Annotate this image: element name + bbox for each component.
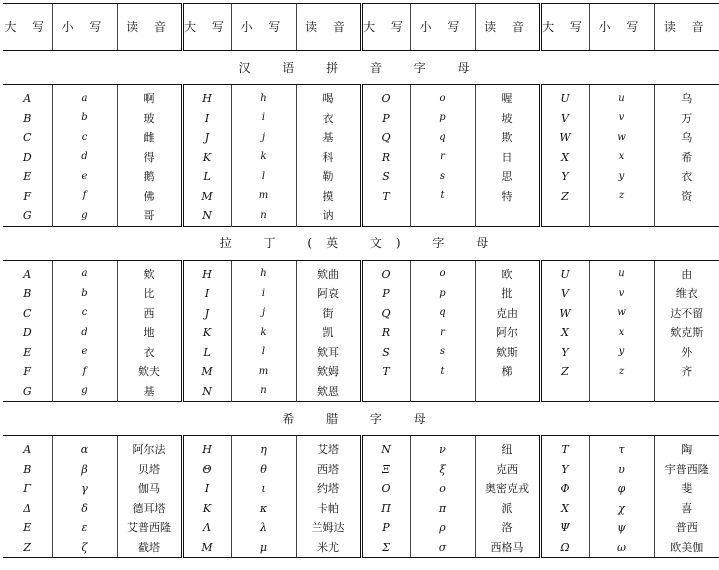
- header-row: [3, 4, 719, 51]
- lowercase-cell: f: [52, 362, 117, 382]
- alphabet-table-page: [0, 3, 710, 570]
- pronunciation-cell: 西格马: [475, 538, 540, 558]
- pronunciation-cell: [475, 382, 540, 402]
- table-row: [3, 85, 719, 109]
- pronunciation-cell: 欸曲: [296, 260, 361, 284]
- pronunciation-cell: 乌: [654, 128, 719, 148]
- pronunciation-cell: 伽马: [117, 479, 182, 499]
- lowercase-cell: υ: [589, 460, 654, 480]
- lowercase-cell: s: [410, 343, 475, 363]
- uppercase-cell: U: [540, 85, 589, 109]
- uppercase-cell: C: [23, 131, 32, 145]
- pronunciation-cell: 梯: [475, 362, 540, 382]
- lowercase-cell: o: [410, 479, 475, 499]
- uppercase-cell: Q: [361, 128, 410, 148]
- lowercase-cell: m: [231, 187, 296, 207]
- lowercase-cell: u: [589, 85, 654, 109]
- pronunciation-cell: 卡帕: [296, 499, 361, 519]
- pronunciation-cell: 西塔: [296, 460, 361, 480]
- uppercase-cell: Φ: [540, 479, 589, 499]
- lowercase-cell: η: [231, 436, 296, 460]
- uppercase-cell: N: [361, 436, 410, 460]
- uppercase-cell: U: [540, 260, 589, 284]
- table-row: [3, 323, 719, 343]
- uppercase-cell: K: [182, 323, 231, 343]
- pronunciation-cell: 地: [117, 323, 182, 343]
- uppercase-cell: X: [540, 148, 589, 168]
- uppercase-cell: Σ: [361, 538, 410, 558]
- pronunciation-cell: 勒: [296, 167, 361, 187]
- pronunciation-cell: 基: [296, 128, 361, 148]
- uppercase-cell: R: [361, 148, 410, 168]
- uppercase-cell: K: [182, 148, 231, 168]
- lowercase-cell: x: [589, 148, 654, 168]
- uppercase-cell: A: [23, 267, 32, 281]
- lowercase-cell: θ: [231, 460, 296, 480]
- column-header: 大 写: [182, 4, 231, 51]
- pronunciation-cell: 鹅: [117, 167, 182, 187]
- uppercase-cell: T: [361, 187, 410, 207]
- uppercase-cell: Q: [361, 304, 410, 324]
- uppercase-cell: H: [182, 436, 231, 460]
- pronunciation-cell: 喝: [296, 85, 361, 109]
- uppercase-cell: X: [540, 499, 589, 519]
- pronunciation-cell: 啊: [117, 85, 182, 109]
- table-row: [3, 479, 719, 499]
- lowercase-cell: p: [410, 109, 475, 129]
- uppercase-cell: D: [22, 326, 32, 340]
- lowercase-cell: δ: [52, 499, 117, 519]
- uppercase-cell: Y: [540, 167, 589, 187]
- pronunciation-cell: 欸: [117, 260, 182, 284]
- uppercase-cell: Λ: [182, 518, 231, 538]
- pronunciation-cell: [654, 206, 719, 226]
- lowercase-cell: v: [589, 284, 654, 304]
- lowercase-cell: α: [52, 436, 117, 460]
- lowercase-cell: w: [589, 128, 654, 148]
- pronunciation-cell: 由: [654, 260, 719, 284]
- uppercase-cell: M: [182, 362, 231, 382]
- uppercase-cell: [361, 206, 410, 226]
- pronunciation-cell: 贝塔: [117, 460, 182, 480]
- uppercase-cell: M: [182, 538, 231, 558]
- table-row: [3, 362, 719, 382]
- table-row: [3, 343, 719, 363]
- pronunciation-cell: 截塔: [117, 538, 182, 558]
- lowercase-cell: τ: [589, 436, 654, 460]
- pronunciation-cell: 欸克斯: [654, 323, 719, 343]
- uppercase-cell: J: [182, 304, 231, 324]
- uppercase-cell: L: [182, 167, 231, 187]
- lowercase-cell: z: [589, 362, 654, 382]
- lowercase-cell: c: [52, 304, 117, 324]
- pronunciation-cell: 克由: [475, 304, 540, 324]
- uppercase-cell: Π: [361, 499, 410, 519]
- pronunciation-cell: 摸: [296, 187, 361, 207]
- uppercase-cell: T: [540, 436, 589, 460]
- table-row: [3, 436, 719, 460]
- lowercase-cell: v: [589, 109, 654, 129]
- pronunciation-cell: 希: [654, 148, 719, 168]
- section-title: 希 腊 字 母: [3, 402, 719, 436]
- lowercase-cell: c: [52, 128, 117, 148]
- lowercase-cell: π: [410, 499, 475, 519]
- pronunciation-cell: 纽: [475, 436, 540, 460]
- uppercase-cell: M: [182, 187, 231, 207]
- lowercase-cell: ξ: [410, 460, 475, 480]
- lowercase-cell: y: [589, 167, 654, 187]
- uppercase-cell: E: [23, 170, 32, 184]
- column-header: 小 写: [589, 4, 654, 51]
- uppercase-cell: [540, 382, 589, 402]
- lowercase-cell: γ: [52, 479, 117, 499]
- table-body: [3, 51, 719, 558]
- pronunciation-cell: 坡: [475, 109, 540, 129]
- pronunciation-cell: 雌: [117, 128, 182, 148]
- lowercase-cell: b: [52, 284, 117, 304]
- alphabet-table: [3, 3, 719, 558]
- lowercase-cell: g: [52, 206, 117, 226]
- uppercase-cell: C: [23, 306, 32, 320]
- column-header: 大 写: [361, 4, 410, 51]
- pronunciation-cell: 米尤: [296, 538, 361, 558]
- uppercase-cell: E: [23, 345, 32, 359]
- lowercase-cell: k: [231, 148, 296, 168]
- lowercase-cell: m: [231, 362, 296, 382]
- lowercase-cell: i: [231, 284, 296, 304]
- lowercase-cell: ε: [52, 518, 117, 538]
- section-title: 汉 语 拼 音 字 母: [3, 51, 719, 85]
- pronunciation-cell: 欺: [475, 128, 540, 148]
- uppercase-cell: A: [23, 443, 32, 457]
- pronunciation-cell: 德耳塔: [117, 499, 182, 519]
- column-header: 大 写: [540, 4, 589, 51]
- uppercase-cell: [361, 382, 410, 402]
- uppercase-cell: D: [22, 150, 32, 164]
- uppercase-cell: F: [23, 365, 32, 379]
- lowercase-cell: n: [231, 382, 296, 402]
- pronunciation-cell: 欸耳: [296, 343, 361, 363]
- table-row: [3, 460, 719, 480]
- pronunciation-cell: 洛: [475, 518, 540, 538]
- lowercase-cell: t: [410, 362, 475, 382]
- lowercase-cell: [589, 206, 654, 226]
- uppercase-cell: B: [23, 287, 32, 301]
- lowercase-cell: h: [231, 85, 296, 109]
- pronunciation-cell: 克西: [475, 460, 540, 480]
- lowercase-cell: [410, 206, 475, 226]
- uppercase-cell: P: [361, 518, 410, 538]
- uppercase-cell: Υ: [540, 460, 589, 480]
- pronunciation-cell: 外: [654, 343, 719, 363]
- uppercase-cell: W: [540, 304, 589, 324]
- uppercase-cell: I: [182, 284, 231, 304]
- pronunciation-cell: 陶: [654, 436, 719, 460]
- pronunciation-cell: 阿哀: [296, 284, 361, 304]
- pronunciation-cell: 欸恩: [296, 382, 361, 402]
- lowercase-cell: u: [589, 260, 654, 284]
- lowercase-cell: ι: [231, 479, 296, 499]
- uppercase-cell: G: [22, 209, 32, 223]
- uppercase-cell: A: [23, 92, 32, 106]
- lowercase-cell: d: [52, 148, 117, 168]
- pronunciation-cell: 兰姆达: [296, 518, 361, 538]
- uppercase-cell: H: [182, 85, 231, 109]
- uppercase-cell: S: [361, 167, 410, 187]
- uppercase-cell: V: [540, 284, 589, 304]
- column-header: 读 音: [475, 4, 540, 51]
- pronunciation-cell: 佛: [117, 187, 182, 207]
- uppercase-cell: N: [182, 206, 231, 226]
- section-title-row: [3, 402, 719, 436]
- pronunciation-cell: 比: [117, 284, 182, 304]
- pronunciation-cell: 斐: [654, 479, 719, 499]
- table-row: [3, 304, 719, 324]
- lowercase-cell: λ: [231, 518, 296, 538]
- column-header: 小 写: [410, 4, 475, 51]
- lowercase-cell: l: [231, 343, 296, 363]
- pronunciation-cell: 衣: [117, 343, 182, 363]
- pronunciation-cell: 达不留: [654, 304, 719, 324]
- pronunciation-cell: 欧美伽: [654, 538, 719, 558]
- lowercase-cell: g: [52, 382, 117, 402]
- uppercase-cell: Ψ: [540, 518, 589, 538]
- lowercase-cell: ν: [410, 436, 475, 460]
- pronunciation-cell: 得: [117, 148, 182, 168]
- pronunciation-cell: 日: [475, 148, 540, 168]
- lowercase-cell: y: [589, 343, 654, 363]
- pronunciation-cell: 玻: [117, 109, 182, 129]
- uppercase-cell: Z: [540, 187, 589, 207]
- lowercase-cell: p: [410, 284, 475, 304]
- uppercase-cell: Z: [540, 362, 589, 382]
- uppercase-cell: Ω: [540, 538, 589, 558]
- pronunciation-cell: 欸夫: [117, 362, 182, 382]
- column-header: 小 写: [52, 4, 117, 51]
- lowercase-cell: h: [231, 260, 296, 284]
- uppercase-cell: L: [182, 343, 231, 363]
- table-row: [3, 167, 719, 187]
- uppercase-cell: H: [182, 260, 231, 284]
- uppercase-cell: N: [182, 382, 231, 402]
- table-row: [3, 148, 719, 168]
- uppercase-cell: W: [540, 128, 589, 148]
- uppercase-cell: Ξ: [361, 460, 410, 480]
- uppercase-cell: T: [361, 362, 410, 382]
- pronunciation-cell: 普西: [654, 518, 719, 538]
- uppercase-cell: I: [182, 109, 231, 129]
- lowercase-cell: l: [231, 167, 296, 187]
- lowercase-cell: [589, 382, 654, 402]
- uppercase-cell: E: [23, 521, 32, 535]
- table-row: [3, 518, 719, 538]
- lowercase-cell: μ: [231, 538, 296, 558]
- uppercase-cell: G: [22, 384, 32, 398]
- table-row: [3, 206, 719, 226]
- uppercase-cell: Γ: [23, 482, 32, 496]
- table-row: [3, 538, 719, 558]
- lowercase-cell: φ: [589, 479, 654, 499]
- column-header: 小 写: [231, 4, 296, 51]
- pronunciation-cell: 衣: [296, 109, 361, 129]
- uppercase-cell: B: [23, 111, 32, 125]
- pronunciation-cell: 艾塔: [296, 436, 361, 460]
- section-title-row: [3, 51, 719, 85]
- pronunciation-cell: 西: [117, 304, 182, 324]
- pronunciation-cell: 宇普西隆: [654, 460, 719, 480]
- pronunciation-cell: 欸姆: [296, 362, 361, 382]
- uppercase-cell: O: [361, 260, 410, 284]
- lowercase-cell: q: [410, 128, 475, 148]
- table-row: [3, 284, 719, 304]
- lowercase-cell: x: [589, 323, 654, 343]
- pronunciation-cell: 衣: [654, 167, 719, 187]
- pronunciation-cell: 凯: [296, 323, 361, 343]
- column-header: 读 音: [117, 4, 182, 51]
- table-row: [3, 499, 719, 519]
- pronunciation-cell: 思: [475, 167, 540, 187]
- uppercase-cell: Δ: [23, 501, 32, 515]
- lowercase-cell: n: [231, 206, 296, 226]
- pronunciation-cell: 阿尔: [475, 323, 540, 343]
- lowercase-cell: k: [231, 323, 296, 343]
- uppercase-cell: Θ: [182, 460, 231, 480]
- pronunciation-cell: 齐: [654, 362, 719, 382]
- table-row: [3, 382, 719, 402]
- lowercase-cell: z: [589, 187, 654, 207]
- table-row: [3, 109, 719, 129]
- uppercase-cell: O: [361, 85, 410, 109]
- pronunciation-cell: 街: [296, 304, 361, 324]
- uppercase-cell: V: [540, 109, 589, 129]
- table-row: [3, 260, 719, 284]
- lowercase-cell: r: [410, 148, 475, 168]
- uppercase-cell: F: [23, 189, 32, 203]
- pronunciation-cell: 艾普西隆: [117, 518, 182, 538]
- uppercase-cell: K: [182, 499, 231, 519]
- uppercase-cell: I: [182, 479, 231, 499]
- lowercase-cell: w: [589, 304, 654, 324]
- uppercase-cell: P: [361, 284, 410, 304]
- pronunciation-cell: 资: [654, 187, 719, 207]
- pronunciation-cell: 基: [117, 382, 182, 402]
- column-header: 读 音: [296, 4, 361, 51]
- uppercase-cell: [540, 206, 589, 226]
- pronunciation-cell: [475, 206, 540, 226]
- pronunciation-cell: 特: [475, 187, 540, 207]
- pronunciation-cell: 维衣: [654, 284, 719, 304]
- lowercase-cell: σ: [410, 538, 475, 558]
- pronunciation-cell: 喔: [475, 85, 540, 109]
- lowercase-cell: κ: [231, 499, 296, 519]
- lowercase-cell: d: [52, 323, 117, 343]
- lowercase-cell: ω: [589, 538, 654, 558]
- table-row: [3, 187, 719, 207]
- uppercase-cell: S: [361, 343, 410, 363]
- lowercase-cell: ζ: [52, 538, 117, 558]
- pronunciation-cell: 约塔: [296, 479, 361, 499]
- lowercase-cell: f: [52, 187, 117, 207]
- lowercase-cell: β: [52, 460, 117, 480]
- lowercase-cell: b: [52, 109, 117, 129]
- pronunciation-cell: 阿尔法: [117, 436, 182, 460]
- table-row: [3, 128, 719, 148]
- uppercase-cell: R: [361, 323, 410, 343]
- pronunciation-cell: 讷: [296, 206, 361, 226]
- uppercase-cell: X: [540, 323, 589, 343]
- pronunciation-cell: 科: [296, 148, 361, 168]
- lowercase-cell: i: [231, 109, 296, 129]
- uppercase-cell: Y: [540, 343, 589, 363]
- pronunciation-cell: 派: [475, 499, 540, 519]
- pronunciation-cell: 哥: [117, 206, 182, 226]
- lowercase-cell: a: [52, 85, 117, 109]
- pronunciation-cell: 批: [475, 284, 540, 304]
- pronunciation-cell: 乌: [654, 85, 719, 109]
- pronunciation-cell: 欸斯: [475, 343, 540, 363]
- column-header: 大 写: [3, 4, 52, 51]
- pronunciation-cell: [654, 382, 719, 402]
- lowercase-cell: a: [52, 260, 117, 284]
- lowercase-cell: ψ: [589, 518, 654, 538]
- section-title: 拉 丁 (英 文) 字 母: [3, 226, 719, 260]
- pronunciation-cell: 欧: [475, 260, 540, 284]
- lowercase-cell: o: [410, 85, 475, 109]
- uppercase-cell: P: [361, 109, 410, 129]
- uppercase-cell: B: [23, 462, 32, 476]
- lowercase-cell: o: [410, 260, 475, 284]
- column-header: 读 音: [654, 4, 719, 51]
- pronunciation-cell: 喜: [654, 499, 719, 519]
- lowercase-cell: χ: [589, 499, 654, 519]
- lowercase-cell: j: [231, 128, 296, 148]
- lowercase-cell: e: [52, 343, 117, 363]
- pronunciation-cell: 万: [654, 109, 719, 129]
- lowercase-cell: ρ: [410, 518, 475, 538]
- pronunciation-cell: 奥密克戎: [475, 479, 540, 499]
- section-title-row: [3, 226, 719, 260]
- uppercase-cell: Z: [3, 538, 52, 558]
- lowercase-cell: s: [410, 167, 475, 187]
- uppercase-cell: O: [361, 479, 410, 499]
- lowercase-cell: r: [410, 323, 475, 343]
- lowercase-cell: j: [231, 304, 296, 324]
- lowercase-cell: q: [410, 304, 475, 324]
- lowercase-cell: t: [410, 187, 475, 207]
- lowercase-cell: e: [52, 167, 117, 187]
- uppercase-cell: J: [182, 128, 231, 148]
- lowercase-cell: [410, 382, 475, 402]
